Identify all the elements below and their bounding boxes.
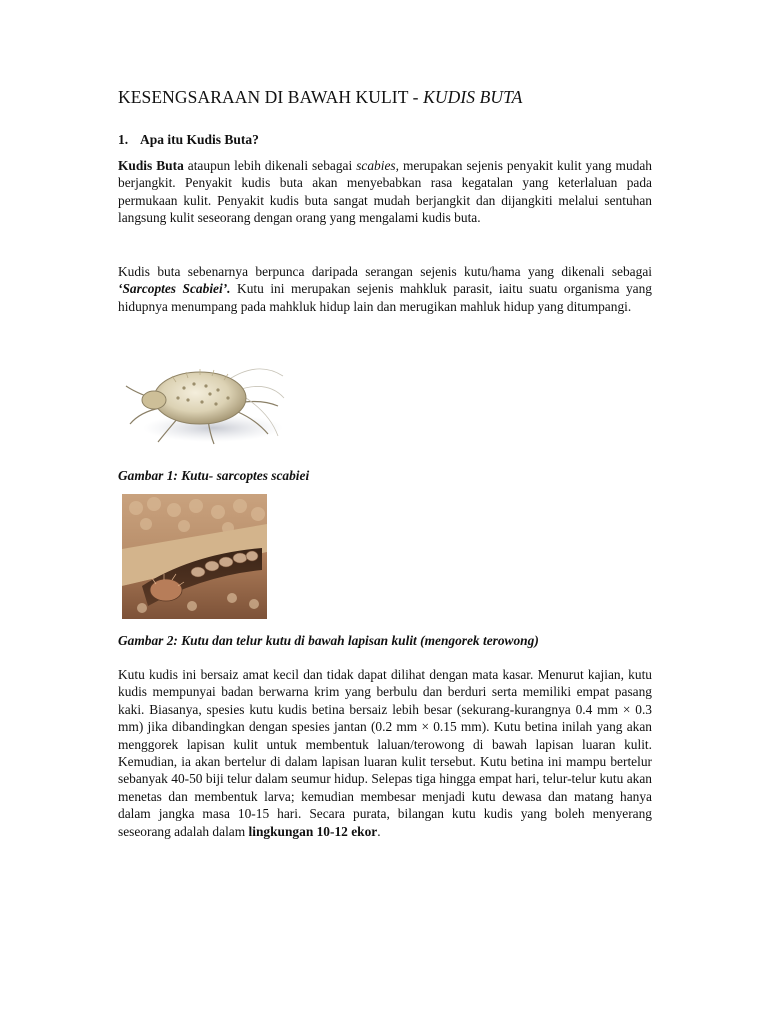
p2-bold-italic-term: ‘Sarcoptes Scabiei’. (118, 281, 231, 297)
figure-1-caption: Gambar 1: Kutu- sarcoptes scabiei (118, 468, 310, 483)
section-number: 1. (118, 132, 129, 147)
p3-text-a: Kutu kudis ini bersaiz amat kecil dan tidak dapat dilihat dengan mata kasar. Menurut kajian, kutu kudis mempunyai badan berwarna krim yang berbulu dan berduri serta memiliki empat pasang kaki. Biasanya, spesies kutu kudis betina bersaiz lebih besar (sekurang-kurangnya 0.4 mm × 0.3 mm) jika dibandingkan dengan spesies jantan (0.2 mm × 0.15 mm). Kutu betina inilah yang akan menggorek lapisan kulit untuk membentuk laluan/terowong di bawah lapisan luaran kulit. Kemudian, ia akan bertelur di dalam lapisan luaran kulit tersebut. Kutu betina ini mampu bertelur sebanyak 40-50 biji telur dalam seumur hidup. Selepas tiga hingga empat hari, telur-telur kutu akan menetas dan membentuk larva; kemudian membesar menjadi kutu dewasa dan matang hanya dalam jangka masa 10-15 hari. Secara purata, bilangan kutu kudis yang boleh menyerang seseorang adalah dalam (118, 667, 652, 839)
section-title: Apa itu Kudis Buta? (140, 132, 259, 147)
p1-text-b: merupakan sejenis penyakit kulit yang mudah berjangkit. Penyakit kudis buta akan menyebabkan rasa kegatalan yang keterlaluan pada permukaan kulit. Penyakit kudis buta sangat mudah berjangkit dan dijangkiti melalui sentuhan langsung kulit seseorang dengan orang yang mengalami kudis buta. (118, 158, 653, 226)
title-main: KESENGSARAAN DI BAWAH KULIT - (118, 87, 424, 107)
paragraph-3 (118, 666, 652, 840)
figure-2-burrow-image (122, 494, 267, 619)
figure-1-mite-image (118, 350, 286, 450)
p2-text-a: Kudis buta sebenarnya berpunca daripada serangan sejenis kutu/hama yang dikenali sebagai (118, 264, 652, 279)
paragraph-1 (118, 157, 652, 227)
title-italic: KUDIS BUTA (423, 87, 523, 107)
p2-text-b: Kutu ini merupakan sejenis mahkluk parasit, iaitu suatu organisma yang hidupnya menumpang pada mahkluk hidup lain dan merugikan mahluk hidup yang ditumpangi. (118, 281, 653, 314)
paragraph-2 (118, 263, 652, 315)
p1-bold-lead: Kudis Buta (118, 158, 184, 173)
p1-italic-term: scabies, (356, 158, 399, 173)
p3-text-end: . (377, 823, 381, 839)
section-heading (118, 131, 259, 149)
document-title (118, 86, 678, 108)
mite-illustration (118, 350, 286, 450)
p1-text-a: ataupun lebih dikenali sebagai (183, 158, 357, 173)
p3-bold-term: lingkungan 10-12 ekor (248, 823, 378, 839)
burrow-illustration (122, 494, 267, 619)
figure-2-caption: Gambar 2: Kutu dan telur kutu di bawah lapisan kulit (mengorek terowong) (118, 633, 539, 648)
